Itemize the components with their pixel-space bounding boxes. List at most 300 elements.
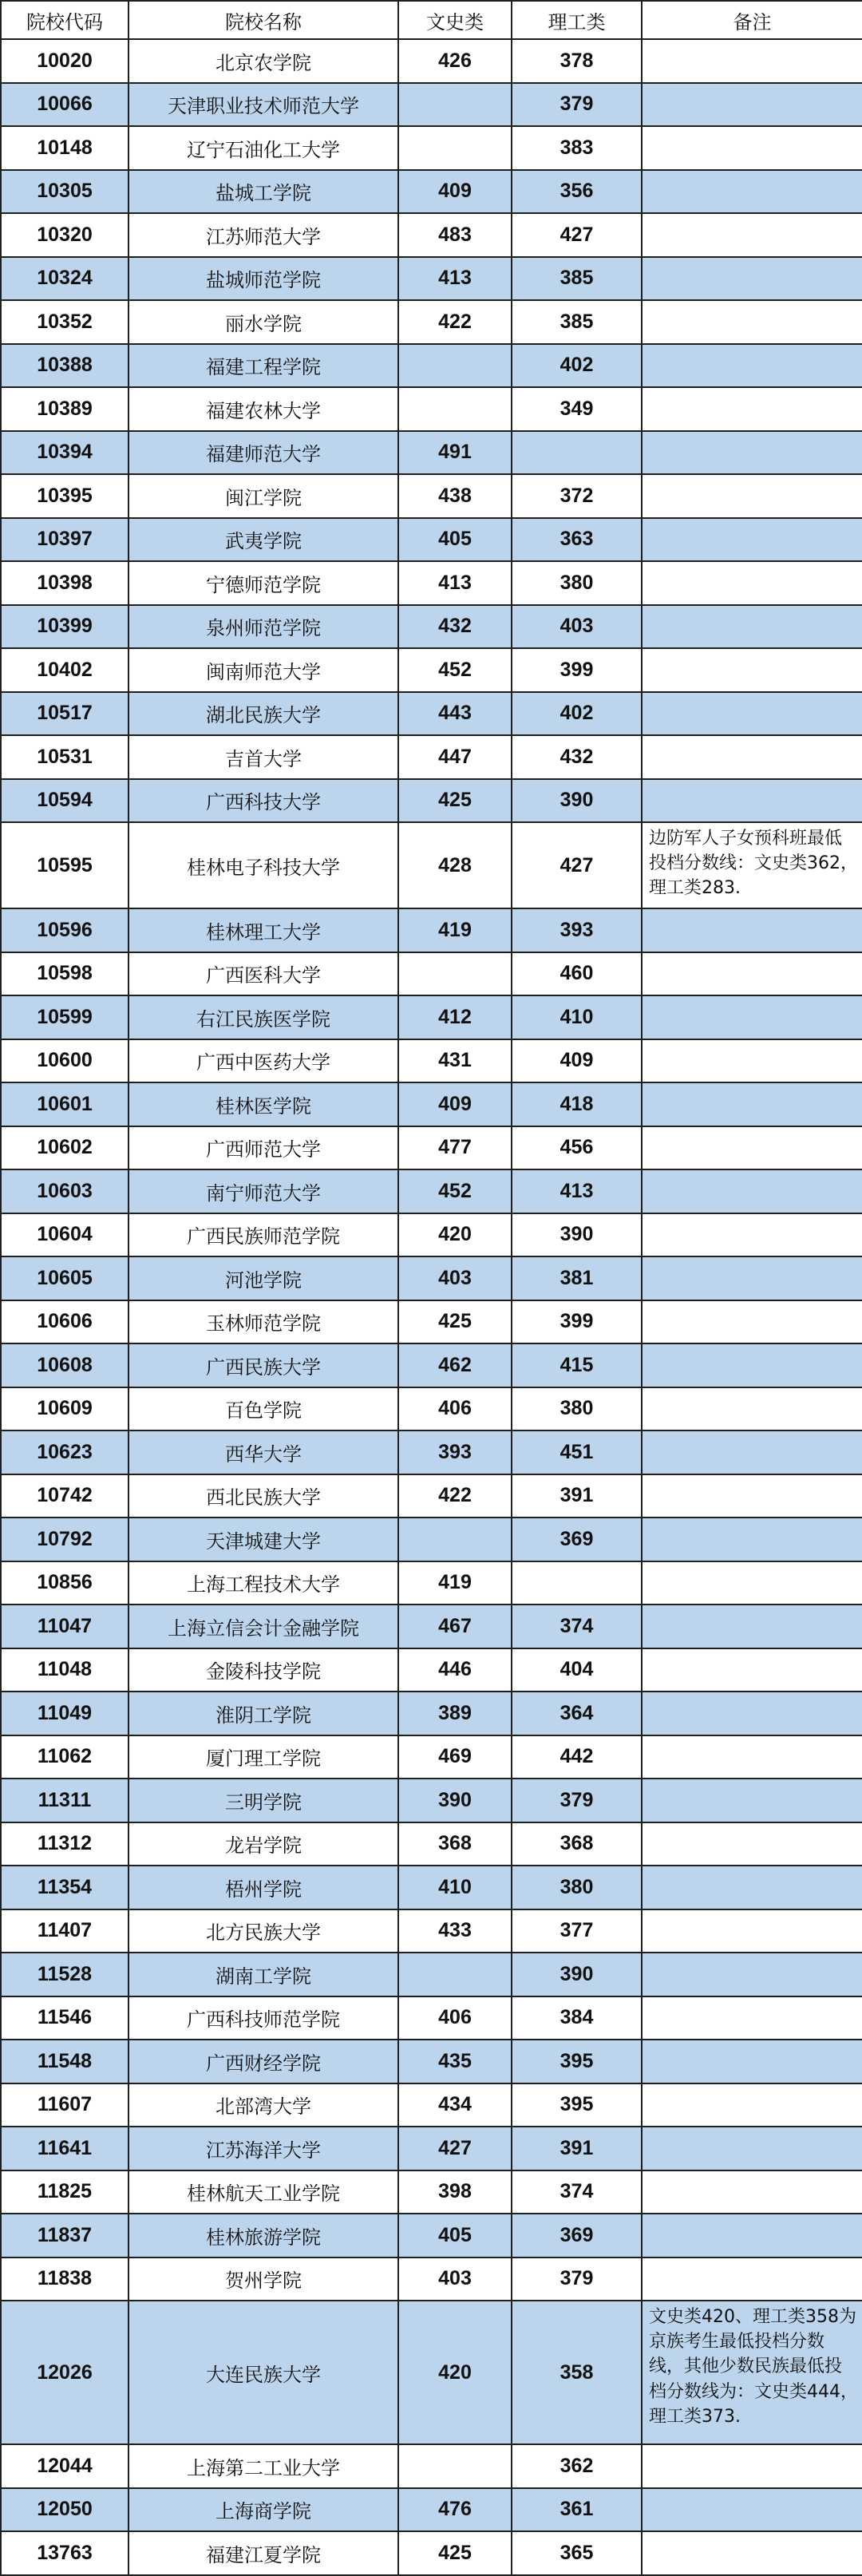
school-code-cell: 10399 <box>1 605 129 649</box>
table-row <box>1 2214 862 2257</box>
school-name-cell: 盐城师范学院 <box>129 257 398 301</box>
liberal-arts-score-cell: 406 <box>398 1387 512 1431</box>
remarks-cell <box>642 474 862 518</box>
liberal-arts-score-cell: 422 <box>398 300 512 344</box>
table-row <box>1 561 862 605</box>
school-name-cell: 淮阴工学院 <box>129 1692 398 1735</box>
remarks-cell <box>642 213 862 257</box>
science-score-cell: 442 <box>512 1735 642 1779</box>
remarks-cell <box>642 1822 862 1866</box>
school-code-cell: 11049 <box>1 1692 129 1735</box>
table-row <box>1 1561 862 1605</box>
school-code-cell: 10305 <box>1 170 129 214</box>
liberal-arts-score-cell: 398 <box>398 2170 512 2214</box>
table-row <box>1 2444 862 2488</box>
school-code-cell: 10324 <box>1 257 129 301</box>
table-row <box>1 387 862 431</box>
school-name-cell: 上海立信会计金融学院 <box>129 1605 398 1648</box>
remarks-cell <box>642 170 862 214</box>
school-code-cell: 10389 <box>1 387 129 431</box>
table-row <box>1 2257 862 2301</box>
table-row <box>1 518 862 562</box>
school-code-cell: 13763 <box>1 2531 129 2575</box>
remarks-cell <box>642 1518 862 1561</box>
school-name-cell: 西华大学 <box>129 1430 398 1474</box>
liberal-arts-score-cell: 443 <box>398 692 512 736</box>
remarks-cell <box>642 908 862 952</box>
liberal-arts-score-cell <box>398 1953 512 1996</box>
remarks-cell <box>642 1909 862 1953</box>
science-score-cell: 349 <box>512 387 642 431</box>
school-code-cell: 11546 <box>1 1996 129 2040</box>
table-row <box>1 1909 862 1953</box>
remarks-cell <box>642 995 862 1039</box>
table-row <box>1 2083 862 2127</box>
remarks-cell: 文史类420、理工类358为京族考生最低投档分数线，其他少数民族最低投档分数线为：文史类444，理工类373. <box>642 2301 862 2444</box>
liberal-arts-score-cell: 447 <box>398 735 512 779</box>
liberal-arts-score-cell: 422 <box>398 1474 512 1518</box>
science-score-cell: 362 <box>512 2444 642 2488</box>
liberal-arts-score-cell: 403 <box>398 2257 512 2301</box>
remarks-cell <box>642 2170 862 2214</box>
table-row <box>1 779 862 823</box>
science-score-cell: 413 <box>512 1169 642 1213</box>
table-row <box>1 1169 862 1213</box>
school-name-cell: 广西科技师范学院 <box>129 1996 398 2040</box>
school-name-cell: 河池学院 <box>129 1256 398 1300</box>
school-name-cell: 辽宁石油化工大学 <box>129 126 398 170</box>
liberal-arts-score-cell: 405 <box>398 518 512 562</box>
liberal-arts-score-cell: 425 <box>398 779 512 823</box>
remarks-cell <box>642 1735 862 1779</box>
school-code-cell: 10388 <box>1 344 129 388</box>
table-row <box>1 1648 862 1692</box>
school-name-cell: 湖南工学院 <box>129 1953 398 1996</box>
science-score-cell: 380 <box>512 561 642 605</box>
liberal-arts-score-cell <box>398 387 512 431</box>
school-name-cell: 天津城建大学 <box>129 1518 398 1561</box>
liberal-arts-score-cell: 446 <box>398 1648 512 1692</box>
liberal-arts-score-cell: 409 <box>398 1082 512 1126</box>
remarks-cell <box>642 1300 862 1344</box>
table-row <box>1 1300 862 1344</box>
science-score-cell: 377 <box>512 1909 642 1953</box>
school-code-cell: 10604 <box>1 1213 129 1257</box>
liberal-arts-score-cell <box>398 83 512 127</box>
school-name-cell: 三明学院 <box>129 1779 398 1822</box>
science-score-cell: 358 <box>512 2301 642 2444</box>
school-name-cell: 百色学院 <box>129 1387 398 1431</box>
school-name-cell: 厦门理工学院 <box>129 1735 398 1779</box>
liberal-arts-score-cell <box>398 952 512 996</box>
liberal-arts-score-cell: 413 <box>398 257 512 301</box>
school-name-cell: 福建工程学院 <box>129 344 398 388</box>
remarks-cell <box>642 1866 862 1909</box>
liberal-arts-score-cell: 427 <box>398 2127 512 2170</box>
school-name-cell: 江苏师范大学 <box>129 213 398 257</box>
school-code-cell: 11062 <box>1 1735 129 1779</box>
school-name-cell: 广西民族大学 <box>129 1343 398 1387</box>
liberal-arts-score-cell: 425 <box>398 1300 512 1344</box>
school-code-cell: 11354 <box>1 1866 129 1909</box>
table-row <box>1 344 862 388</box>
table-row <box>1 1518 862 1561</box>
table-row <box>1 2170 862 2214</box>
table-row <box>1 692 862 736</box>
remarks-cell <box>642 1692 862 1735</box>
school-name-cell: 福建江夏学院 <box>129 2531 398 2575</box>
school-code-cell: 11528 <box>1 1953 129 1996</box>
table-body <box>1 39 862 2575</box>
school-code-cell: 10602 <box>1 1126 129 1170</box>
school-name-cell: 西北民族大学 <box>129 1474 398 1518</box>
table-row <box>1 648 862 692</box>
liberal-arts-score-cell: 420 <box>398 1213 512 1257</box>
school-code-cell: 10595 <box>1 822 129 908</box>
remarks-cell <box>642 257 862 301</box>
remarks-cell <box>642 126 862 170</box>
science-score-cell: 403 <box>512 605 642 649</box>
table-row <box>1 1692 862 1735</box>
remarks-cell <box>642 2257 862 2301</box>
liberal-arts-score-cell: 425 <box>398 2531 512 2575</box>
school-name-cell: 盐城工学院 <box>129 170 398 214</box>
school-name-cell: 上海商学院 <box>129 2488 398 2532</box>
liberal-arts-score-cell: 434 <box>398 2083 512 2127</box>
school-code-cell: 10066 <box>1 83 129 127</box>
table-row <box>1 2301 862 2444</box>
school-code-cell: 11047 <box>1 1605 129 1648</box>
science-score-cell: 390 <box>512 1213 642 1257</box>
school-name-cell: 贺州学院 <box>129 2257 398 2301</box>
remarks-cell <box>642 605 862 649</box>
remarks-cell <box>642 431 862 475</box>
remarks-cell <box>642 2214 862 2257</box>
remarks-cell <box>642 1953 862 1996</box>
liberal-arts-score-cell: 410 <box>398 1866 512 1909</box>
school-name-cell: 湖北民族大学 <box>129 692 398 736</box>
school-code-cell: 10402 <box>1 648 129 692</box>
liberal-arts-score-cell: 467 <box>398 1605 512 1648</box>
school-code-cell: 11837 <box>1 2214 129 2257</box>
school-code-cell: 12050 <box>1 2488 129 2532</box>
remarks-cell <box>642 1996 862 2040</box>
school-code-cell: 10352 <box>1 300 129 344</box>
liberal-arts-score-cell: 393 <box>398 1430 512 1474</box>
school-name-cell: 北方民族大学 <box>129 1909 398 1953</box>
school-code-cell: 11048 <box>1 1648 129 1692</box>
science-score-cell: 384 <box>512 1996 642 2040</box>
remarks-cell <box>642 1256 862 1300</box>
liberal-arts-score-cell: 469 <box>398 1735 512 1779</box>
school-name-cell: 闽南师范大学 <box>129 648 398 692</box>
school-name-cell: 广西财经学院 <box>129 2040 398 2083</box>
science-score-cell: 374 <box>512 2170 642 2214</box>
school-code-cell: 10856 <box>1 1561 129 1605</box>
liberal-arts-score-cell: 409 <box>398 170 512 214</box>
table-row <box>1 952 862 996</box>
school-name-cell: 广西科技大学 <box>129 779 398 823</box>
science-score-cell: 383 <box>512 126 642 170</box>
science-score-cell <box>512 1561 642 1605</box>
school-name-cell: 桂林电子科技大学 <box>129 822 398 908</box>
school-name-cell: 北京农学院 <box>129 39 398 83</box>
table-row <box>1 213 862 257</box>
liberal-arts-score-cell: 432 <box>398 605 512 649</box>
school-name-cell: 南宁师范大学 <box>129 1169 398 1213</box>
school-code-cell: 10531 <box>1 735 129 779</box>
school-name-cell: 江苏海洋大学 <box>129 2127 398 2170</box>
school-code-cell: 10397 <box>1 518 129 562</box>
school-code-cell: 10792 <box>1 1518 129 1561</box>
science-score-cell: 356 <box>512 170 642 214</box>
science-score-cell: 390 <box>512 1953 642 1996</box>
school-code-cell: 10395 <box>1 474 129 518</box>
science-score-cell: 395 <box>512 2083 642 2127</box>
remarks-cell <box>642 648 862 692</box>
science-score-cell: 395 <box>512 2040 642 2083</box>
liberal-arts-score-cell: 428 <box>398 822 512 908</box>
header-science: 理工类 <box>512 1 642 39</box>
school-name-cell: 桂林理工大学 <box>129 908 398 952</box>
remarks-cell <box>642 1561 862 1605</box>
science-score-cell: 378 <box>512 39 642 83</box>
remarks-cell <box>642 692 862 736</box>
liberal-arts-score-cell: 389 <box>398 1692 512 1735</box>
remarks-cell <box>642 1430 862 1474</box>
science-score-cell: 380 <box>512 1866 642 1909</box>
school-code-cell: 11548 <box>1 2040 129 2083</box>
science-score-cell: 460 <box>512 952 642 996</box>
school-code-cell: 10606 <box>1 1300 129 1344</box>
science-score-cell: 451 <box>512 1430 642 1474</box>
table-row <box>1 39 862 83</box>
school-name-cell: 丽水学院 <box>129 300 398 344</box>
table-row <box>1 300 862 344</box>
liberal-arts-score-cell: 452 <box>398 648 512 692</box>
liberal-arts-score-cell: 406 <box>398 1996 512 2040</box>
science-score-cell: 364 <box>512 1692 642 1735</box>
science-score-cell: 427 <box>512 213 642 257</box>
school-code-cell: 10742 <box>1 1474 129 1518</box>
science-score-cell: 432 <box>512 735 642 779</box>
liberal-arts-score-cell: 413 <box>398 561 512 605</box>
school-code-cell: 10594 <box>1 779 129 823</box>
remarks-cell <box>642 83 862 127</box>
school-name-cell: 广西师范大学 <box>129 1126 398 1170</box>
table-row <box>1 2488 862 2532</box>
science-score-cell: 374 <box>512 1605 642 1648</box>
table-row <box>1 474 862 518</box>
science-score-cell: 409 <box>512 1039 642 1083</box>
table-row <box>1 1953 862 1996</box>
liberal-arts-score-cell: 412 <box>398 995 512 1039</box>
school-code-cell: 10398 <box>1 561 129 605</box>
table-row <box>1 257 862 301</box>
school-code-cell: 10608 <box>1 1343 129 1387</box>
remarks-cell <box>642 2488 862 2532</box>
school-code-cell: 10598 <box>1 952 129 996</box>
table-row <box>1 1430 862 1474</box>
science-score-cell: 385 <box>512 257 642 301</box>
table-row <box>1 1735 862 1779</box>
school-code-cell: 10605 <box>1 1256 129 1300</box>
table-header-row <box>1 1 862 39</box>
school-name-cell: 桂林医学院 <box>129 1082 398 1126</box>
remarks-cell <box>642 518 862 562</box>
science-score-cell: 390 <box>512 779 642 823</box>
remarks-cell <box>642 300 862 344</box>
science-score-cell: 381 <box>512 1256 642 1300</box>
school-name-cell: 福建师范大学 <box>129 431 398 475</box>
liberal-arts-score-cell: 483 <box>398 213 512 257</box>
table-row <box>1 822 862 908</box>
school-name-cell: 上海第二工业大学 <box>129 2444 398 2488</box>
school-name-cell: 泉州师范学院 <box>129 605 398 649</box>
liberal-arts-score-cell: 435 <box>398 2040 512 2083</box>
school-code-cell: 11312 <box>1 1822 129 1866</box>
school-name-cell: 玉林师范学院 <box>129 1300 398 1344</box>
school-code-cell: 10320 <box>1 213 129 257</box>
table-row <box>1 1996 862 2040</box>
school-code-cell: 10599 <box>1 995 129 1039</box>
remarks-cell <box>642 344 862 388</box>
science-score-cell: 399 <box>512 648 642 692</box>
liberal-arts-score-cell: 368 <box>398 1822 512 1866</box>
table-row <box>1 1126 862 1170</box>
remarks-cell <box>642 2531 862 2575</box>
school-name-cell: 天津职业技术师范大学 <box>129 83 398 127</box>
remarks-cell <box>642 952 862 996</box>
remarks-cell <box>642 1474 862 1518</box>
school-code-cell: 11607 <box>1 2083 129 2127</box>
liberal-arts-score-cell: 491 <box>398 431 512 475</box>
table-row <box>1 995 862 1039</box>
science-score-cell: 402 <box>512 692 642 736</box>
science-score-cell: 415 <box>512 1343 642 1387</box>
science-score-cell: 456 <box>512 1126 642 1170</box>
science-score-cell: 385 <box>512 300 642 344</box>
table-row <box>1 2531 862 2575</box>
liberal-arts-score-cell: 426 <box>398 39 512 83</box>
science-score-cell: 379 <box>512 1779 642 1822</box>
school-code-cell: 10609 <box>1 1387 129 1431</box>
remarks-cell <box>642 561 862 605</box>
liberal-arts-score-cell <box>398 2444 512 2488</box>
school-name-cell: 广西民族师范学院 <box>129 1213 398 1257</box>
school-code-cell: 10394 <box>1 431 129 475</box>
school-name-cell: 桂林旅游学院 <box>129 2214 398 2257</box>
liberal-arts-score-cell: 390 <box>398 1779 512 1822</box>
table-row <box>1 1779 862 1822</box>
science-score-cell: 404 <box>512 1648 642 1692</box>
table-row <box>1 431 862 475</box>
science-score-cell: 379 <box>512 2257 642 2301</box>
header-remarks: 备注 <box>642 1 862 39</box>
remarks-cell <box>642 1082 862 1126</box>
science-score-cell: 365 <box>512 2531 642 2575</box>
liberal-arts-score-cell: 405 <box>398 2214 512 2257</box>
table-row <box>1 1256 862 1300</box>
table-row <box>1 170 862 214</box>
remarks-cell <box>642 1213 862 1257</box>
liberal-arts-score-cell: 419 <box>398 1561 512 1605</box>
liberal-arts-score-cell <box>398 344 512 388</box>
table-row <box>1 1082 862 1126</box>
liberal-arts-score-cell: 403 <box>398 1256 512 1300</box>
table-row <box>1 126 862 170</box>
table-row <box>1 1474 862 1518</box>
school-code-cell: 12026 <box>1 2301 129 2444</box>
liberal-arts-score-cell: 420 <box>398 2301 512 2444</box>
school-name-cell: 上海工程技术大学 <box>129 1561 398 1605</box>
remarks-cell <box>642 1039 862 1083</box>
science-score-cell: 361 <box>512 2488 642 2532</box>
school-name-cell: 福建农林大学 <box>129 387 398 431</box>
science-score-cell: 380 <box>512 1387 642 1431</box>
school-name-cell: 北部湾大学 <box>129 2083 398 2127</box>
table-row <box>1 605 862 649</box>
school-name-cell: 龙岩学院 <box>129 1822 398 1866</box>
school-code-cell: 10601 <box>1 1082 129 1126</box>
school-name-cell: 广西中医药大学 <box>129 1039 398 1083</box>
school-name-cell: 右江民族医学院 <box>129 995 398 1039</box>
remarks-cell <box>642 2040 862 2083</box>
table-row <box>1 908 862 952</box>
remarks-cell <box>642 39 862 83</box>
school-name-cell: 广西医科大学 <box>129 952 398 996</box>
remarks-cell <box>642 1605 862 1648</box>
science-score-cell: 391 <box>512 1474 642 1518</box>
header-liberal-arts: 文史类 <box>398 1 512 39</box>
table-row <box>1 1039 862 1083</box>
remarks-cell: 边防军人子女预科班最低投档分数线：文史类362，理工类283. <box>642 822 862 908</box>
liberal-arts-score-cell <box>398 126 512 170</box>
science-score-cell: 399 <box>512 1300 642 1344</box>
school-code-cell: 10517 <box>1 692 129 736</box>
remarks-cell <box>642 2444 862 2488</box>
remarks-cell <box>642 2083 862 2127</box>
liberal-arts-score-cell: 433 <box>398 1909 512 1953</box>
school-code-cell: 10148 <box>1 126 129 170</box>
science-score-cell: 393 <box>512 908 642 952</box>
science-score-cell <box>512 431 642 475</box>
school-name-cell: 宁德师范学院 <box>129 561 398 605</box>
remarks-cell <box>642 1343 862 1387</box>
school-name-cell: 桂林航天工业学院 <box>129 2170 398 2214</box>
remarks-cell <box>642 1387 862 1431</box>
remarks-cell <box>642 779 862 823</box>
science-score-cell: 391 <box>512 2127 642 2170</box>
header-school-code: 院校代码 <box>1 1 129 39</box>
school-name-cell: 金陵科技学院 <box>129 1648 398 1692</box>
liberal-arts-score-cell: 431 <box>398 1039 512 1083</box>
school-name-cell: 梧州学院 <box>129 1866 398 1909</box>
table-row <box>1 83 862 127</box>
remarks-cell <box>642 1169 862 1213</box>
school-code-cell: 12044 <box>1 2444 129 2488</box>
table-row <box>1 1213 862 1257</box>
table-row <box>1 1387 862 1431</box>
liberal-arts-score-cell: 477 <box>398 1126 512 1170</box>
school-code-cell: 11825 <box>1 2170 129 2214</box>
table-row <box>1 2127 862 2170</box>
remarks-cell <box>642 735 862 779</box>
table-row <box>1 1822 862 1866</box>
school-code-cell: 10603 <box>1 1169 129 1213</box>
remarks-cell <box>642 1126 862 1170</box>
school-code-cell: 10623 <box>1 1430 129 1474</box>
